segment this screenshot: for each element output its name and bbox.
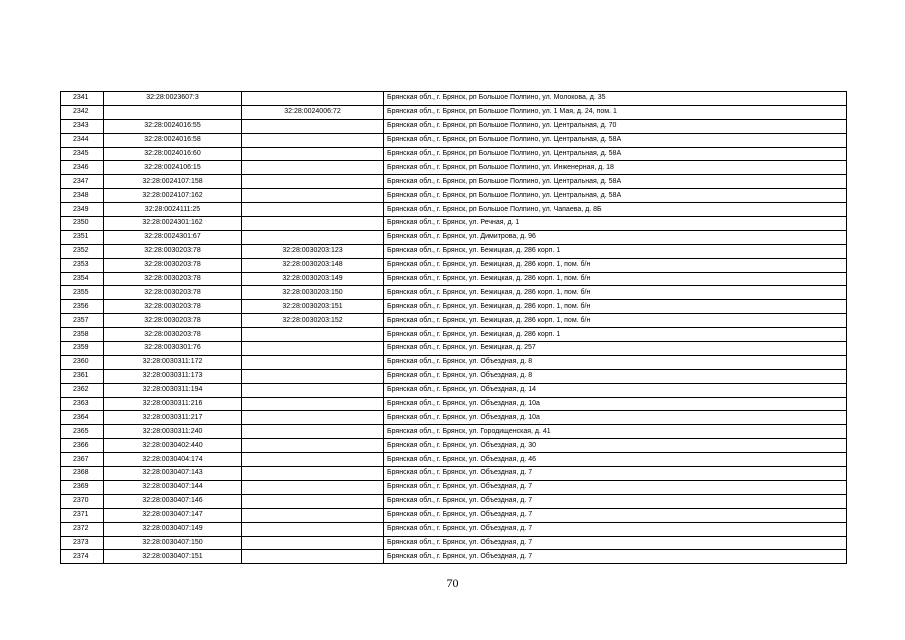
table-row [61, 119, 847, 133]
table-row [61, 105, 847, 119]
address-cell: Брянская обл., г. Брянск, ул. Бежицкая, д. 286 корп. 1, пом. б/н [384, 286, 847, 300]
premises-cadastral-number-cell: 32:28:0030203:123 [242, 244, 384, 258]
row-number-cell: 2369 [61, 480, 104, 494]
table-row [61, 147, 847, 161]
cadastral-number-cell: 32:28:0023607:3 [104, 92, 242, 106]
row-number-cell: 2359 [61, 342, 104, 356]
row-number-cell: 2368 [61, 467, 104, 481]
address-cell: Брянская обл., г. Брянск, ул. Бежицкая, д. 286 корп. 1, пом. б/н [384, 272, 847, 286]
cadastral-number-cell: 32:28:0024301:67 [104, 230, 242, 244]
premises-cadastral-number-cell [242, 119, 384, 133]
cadastral-number-cell: 32:28:0030311:194 [104, 383, 242, 397]
address-cell: Брянская обл., г. Брянск, рп Большое Полпино, ул. Центральная, д. 58А [384, 147, 847, 161]
cadastral-number-cell: 32:28:0024107:158 [104, 175, 242, 189]
row-number-cell: 2354 [61, 272, 104, 286]
address-cell: Брянская обл., г. Брянск, ул. Объездная, д. 14 [384, 383, 847, 397]
address-cell: Брянская обл., г. Брянск, ул. Объездная, д. 8 [384, 355, 847, 369]
premises-cadastral-number-cell [242, 397, 384, 411]
premises-cadastral-number-cell: 32:28:0030203:148 [242, 258, 384, 272]
table-row [61, 411, 847, 425]
address-cell: Брянская обл., г. Брянск, ул. Объездная, д. 7 [384, 536, 847, 550]
row-number-cell: 2356 [61, 300, 104, 314]
cadastral-number-cell: 32:28:0030311:173 [104, 369, 242, 383]
registry-table-body [61, 92, 847, 564]
premises-cadastral-number-cell [242, 536, 384, 550]
table-row [61, 244, 847, 258]
cadastral-number-cell: 32:28:0030404:174 [104, 453, 242, 467]
table-row [61, 175, 847, 189]
address-cell: Брянская обл., г. Брянск, ул. Бежицкая, д. 286 корп. 1 [384, 328, 847, 342]
address-cell: Брянская обл., г. Брянск, ул. Объездная, д. 7 [384, 550, 847, 564]
cadastral-number-cell: 32:28:0030402:440 [104, 439, 242, 453]
address-cell: Брянская обл., г. Брянск, рп Большое Полпино, ул. Чапаева, д. 8Б [384, 203, 847, 217]
cadastral-number-cell: 32:28:0030311:217 [104, 411, 242, 425]
cadastral-number-cell: 32:28:0030203:78 [104, 314, 242, 328]
row-number-cell: 2347 [61, 175, 104, 189]
premises-cadastral-number-cell [242, 369, 384, 383]
address-cell: Брянская обл., г. Брянск, ул. Бежицкая, д. 257 [384, 342, 847, 356]
address-cell: Брянская обл., г. Брянск, ул. Объездная, д. 7 [384, 467, 847, 481]
cadastral-number-cell: 32:28:0030407:146 [104, 494, 242, 508]
cadastral-number-cell: 32:28:0024016:58 [104, 133, 242, 147]
row-number-cell: 2362 [61, 383, 104, 397]
row-number-cell: 2372 [61, 522, 104, 536]
cadastral-number-cell: 32:28:0030311:172 [104, 355, 242, 369]
row-number-cell: 2371 [61, 508, 104, 522]
premises-cadastral-number-cell [242, 480, 384, 494]
table-row [61, 230, 847, 244]
row-number-cell: 2361 [61, 369, 104, 383]
cadastral-number-cell: 32:28:0030203:78 [104, 328, 242, 342]
cadastral-number-cell: 32:28:0030407:150 [104, 536, 242, 550]
cadastral-number-cell: 32:28:0030407:143 [104, 467, 242, 481]
premises-cadastral-number-cell [242, 92, 384, 106]
address-cell: Брянская обл., г. Брянск, рп Большое Полпино, ул. Инженерная, д. 18 [384, 161, 847, 175]
table-row [61, 425, 847, 439]
row-number-cell: 2373 [61, 536, 104, 550]
address-cell: Брянская обл., г. Брянск, ул. Объездная, д. 7 [384, 494, 847, 508]
table-row [61, 494, 847, 508]
premises-cadastral-number-cell: 32:28:0030203:152 [242, 314, 384, 328]
table-row [61, 133, 847, 147]
row-number-cell: 2351 [61, 230, 104, 244]
table-row [61, 300, 847, 314]
cadastral-number-cell: 32:28:0030301:76 [104, 342, 242, 356]
premises-cadastral-number-cell: 32:28:0024006:72 [242, 105, 384, 119]
cadastral-number-cell: 32:28:0024301:162 [104, 217, 242, 231]
row-number-cell: 2352 [61, 244, 104, 258]
address-cell: Брянская обл., г. Брянск, рп Большое Полпино, ул. 1 Мая, д. 24, пом. 1 [384, 105, 847, 119]
cadastral-number-cell: 32:28:0030407:147 [104, 508, 242, 522]
address-cell: Брянская обл., г. Брянск, ул. Речная, д. 1 [384, 217, 847, 231]
address-cell: Брянская обл., г. Брянск, ул. Объездная, д. 7 [384, 522, 847, 536]
row-number-cell: 2346 [61, 161, 104, 175]
premises-cadastral-number-cell [242, 133, 384, 147]
table-row [61, 550, 847, 564]
cadastral-number-cell: 32:28:0030311:216 [104, 397, 242, 411]
table-row [61, 522, 847, 536]
address-cell: Брянская обл., г. Брянск, ул. Городищенская, д. 41 [384, 425, 847, 439]
row-number-cell: 2364 [61, 411, 104, 425]
address-cell: Брянская обл., г. Брянск, ул. Димитрова, д. 96 [384, 230, 847, 244]
table-row [61, 480, 847, 494]
row-number-cell: 2358 [61, 328, 104, 342]
premises-cadastral-number-cell [242, 494, 384, 508]
premises-cadastral-number-cell: 32:28:0030203:150 [242, 286, 384, 300]
address-cell: Брянская обл., г. Брянск, рп Большое Полпино, ул. Центральная, д. 58А [384, 175, 847, 189]
table-row [61, 397, 847, 411]
table-row [61, 453, 847, 467]
row-number-cell: 2350 [61, 217, 104, 231]
premises-cadastral-number-cell [242, 425, 384, 439]
table-row [61, 203, 847, 217]
premises-cadastral-number-cell [242, 355, 384, 369]
address-cell: Брянская обл., г. Брянск, ул. Объездная, д. 7 [384, 480, 847, 494]
table-row [61, 314, 847, 328]
premises-cadastral-number-cell [242, 522, 384, 536]
premises-cadastral-number-cell [242, 467, 384, 481]
table-row [61, 369, 847, 383]
premises-cadastral-number-cell [242, 550, 384, 564]
premises-cadastral-number-cell [242, 189, 384, 203]
table-row [61, 258, 847, 272]
table-row [61, 536, 847, 550]
table-row [61, 92, 847, 106]
row-number-cell: 2342 [61, 105, 104, 119]
table-row [61, 342, 847, 356]
cadastral-number-cell: 32:28:0030311:240 [104, 425, 242, 439]
table-row [61, 355, 847, 369]
row-number-cell: 2363 [61, 397, 104, 411]
cadastral-number-cell: 32:28:0030203:78 [104, 286, 242, 300]
cadastral-number-cell: 32:28:0030203:78 [104, 244, 242, 258]
address-cell: Брянская обл., г. Брянск, ул. Объездная, д. 30 [384, 439, 847, 453]
table-row [61, 189, 847, 203]
table-row [61, 161, 847, 175]
row-number-cell: 2367 [61, 453, 104, 467]
row-number-cell: 2353 [61, 258, 104, 272]
premises-cadastral-number-cell [242, 411, 384, 425]
address-cell: Брянская обл., г. Брянск, рп Большое Полпино, ул. Молокова, д. 35 [384, 92, 847, 106]
cadastral-number-cell: 32:28:0030203:78 [104, 300, 242, 314]
cadastral-number-cell: 32:28:0030407:144 [104, 480, 242, 494]
row-number-cell: 2344 [61, 133, 104, 147]
row-number-cell: 2360 [61, 355, 104, 369]
row-number-cell: 2349 [61, 203, 104, 217]
address-cell: Брянская обл., г. Брянск, рп Большое Полпино, ул. Центральная, д. 70 [384, 119, 847, 133]
address-cell: Брянская обл., г. Брянск, рп Большое Полпино, ул. Центральная, д. 58А [384, 133, 847, 147]
address-cell: Брянская обл., г. Брянск, ул. Бежицкая, д. 286 корп. 1, пом. б/н [384, 258, 847, 272]
address-cell: Брянская обл., г. Брянск, ул. Объездная, д. 10а [384, 411, 847, 425]
cadastral-number-cell: 32:28:0030203:78 [104, 272, 242, 286]
registry-table [60, 91, 847, 564]
cadastral-number-cell: 32:28:0030407:151 [104, 550, 242, 564]
table-row [61, 439, 847, 453]
address-cell: Брянская обл., г. Брянск, ул. Объездная, д. 8 [384, 369, 847, 383]
table-row [61, 328, 847, 342]
cadastral-number-cell: 32:28:0030407:149 [104, 522, 242, 536]
address-cell: Брянская обл., г. Брянск, ул. Бежицкая, д. 286 корп. 1 [384, 244, 847, 258]
address-cell: Брянская обл., г. Брянск, рп Большое Полпино, ул. Центральная, д. 58А [384, 189, 847, 203]
row-number-cell: 2355 [61, 286, 104, 300]
cadastral-number-cell: 32:28:0024107:162 [104, 189, 242, 203]
table-row [61, 286, 847, 300]
premises-cadastral-number-cell [242, 203, 384, 217]
premises-cadastral-number-cell [242, 328, 384, 342]
page-number: 70 [446, 576, 459, 590]
address-cell: Брянская обл., г. Брянск, ул. Бежицкая, д. 286 корп. 1, пом. б/н [384, 314, 847, 328]
row-number-cell: 2366 [61, 439, 104, 453]
table-row [61, 467, 847, 481]
row-number-cell: 2341 [61, 92, 104, 106]
premises-cadastral-number-cell [242, 217, 384, 231]
row-number-cell: 2345 [61, 147, 104, 161]
premises-cadastral-number-cell [242, 175, 384, 189]
premises-cadastral-number-cell [242, 508, 384, 522]
premises-cadastral-number-cell [242, 230, 384, 244]
table-row [61, 508, 847, 522]
address-cell: Брянская обл., г. Брянск, ул. Бежицкая, д. 286 корп. 1, пом. б/н [384, 300, 847, 314]
premises-cadastral-number-cell [242, 161, 384, 175]
row-number-cell: 2374 [61, 550, 104, 564]
table-row [61, 272, 847, 286]
cadastral-number-cell [104, 105, 242, 119]
cadastral-number-cell: 32:28:0030203:78 [104, 258, 242, 272]
table-row [61, 217, 847, 231]
address-cell: Брянская обл., г. Брянск, ул. Объездная, д. 7 [384, 508, 847, 522]
cadastral-number-cell: 32:28:0024111:25 [104, 203, 242, 217]
row-number-cell: 2365 [61, 425, 104, 439]
premises-cadastral-number-cell: 32:28:0030203:151 [242, 300, 384, 314]
premises-cadastral-number-cell [242, 383, 384, 397]
premises-cadastral-number-cell [242, 453, 384, 467]
cadastral-number-cell: 32:28:0024016:60 [104, 147, 242, 161]
table-row [61, 383, 847, 397]
premises-cadastral-number-cell [242, 342, 384, 356]
cadastral-number-cell: 32:28:0024016:55 [104, 119, 242, 133]
premises-cadastral-number-cell [242, 147, 384, 161]
address-cell: Брянская обл., г. Брянск, ул. Объездная, д. 46 [384, 453, 847, 467]
row-number-cell: 2348 [61, 189, 104, 203]
cadastral-number-cell: 32:28:0024106:15 [104, 161, 242, 175]
premises-cadastral-number-cell [242, 439, 384, 453]
row-number-cell: 2370 [61, 494, 104, 508]
premises-cadastral-number-cell: 32:28:0030203:149 [242, 272, 384, 286]
row-number-cell: 2357 [61, 314, 104, 328]
row-number-cell: 2343 [61, 119, 104, 133]
address-cell: Брянская обл., г. Брянск, ул. Объездная, д. 10а [384, 397, 847, 411]
